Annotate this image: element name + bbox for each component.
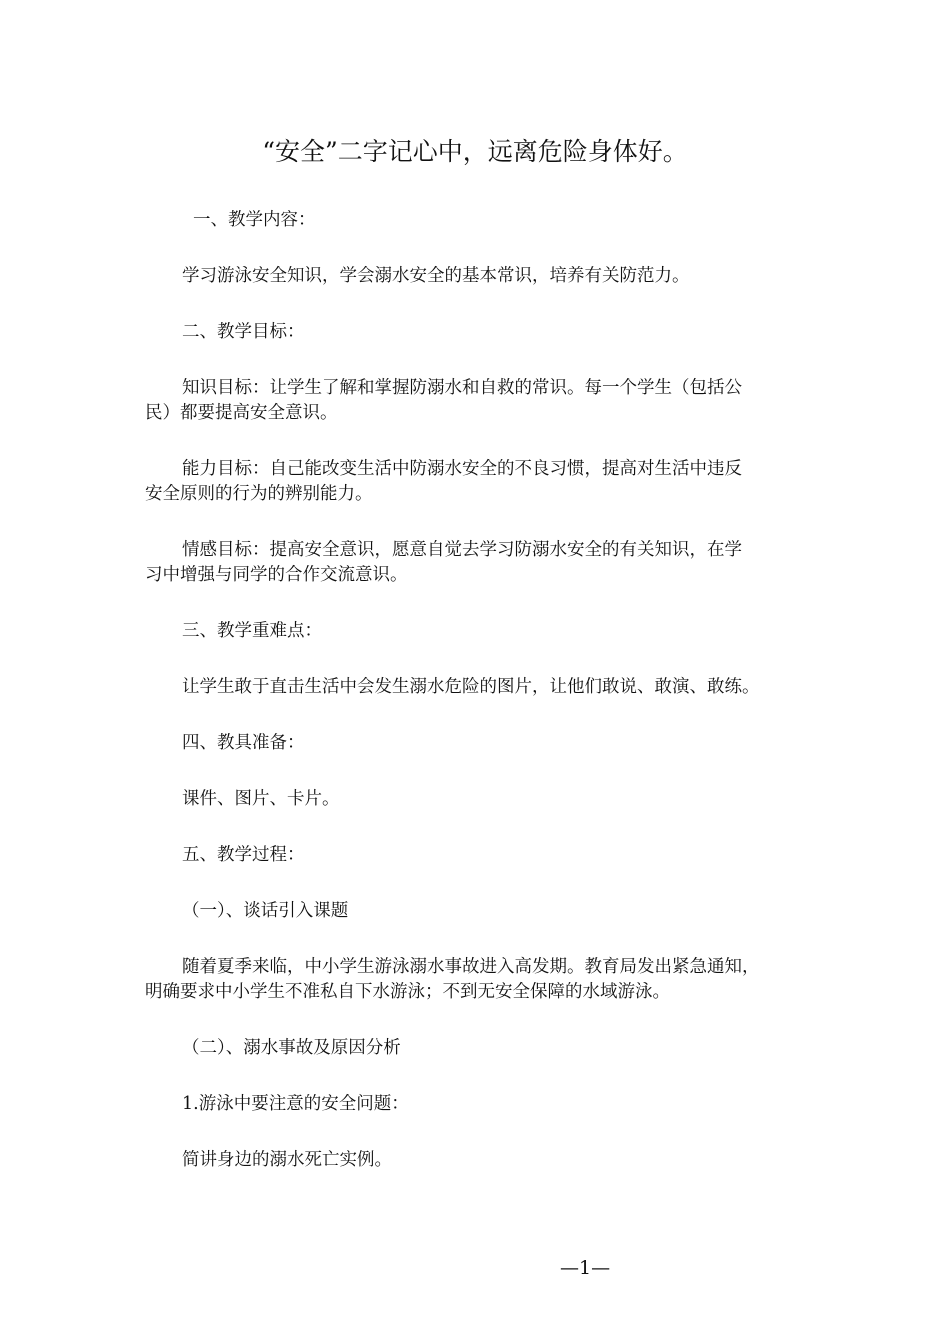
document-title: “安全”二字记心中，远离危险身体好。 (262, 137, 688, 166)
paragraph-knowledge-goal-cont: 民）都要提高安全意识。 (145, 403, 338, 423)
paragraph-intro: 随着夏季来临，中小学生游泳溺水事故进入高发期。教育局发出紧急通知， (182, 957, 760, 977)
paragraph-content: 学习游泳安全知识，学会溺水安全的基本常识，培养有关防范力。 (182, 266, 690, 286)
paragraph-knowledge-goal: 知识目标：让学生了解和掌握防溺水和自救的常识。每一个学生（包括公 (182, 378, 742, 398)
paragraph-materials: 课件、图片、卡片。 (182, 789, 340, 809)
subsection-heading-analysis: （二）、溺水事故及原因分析 (182, 1038, 401, 1058)
paragraph-key-points: 让学生敢于直击生活中会发生溺水危险的图片，让他们敢说、敢演、敢练。 (182, 677, 760, 697)
page-number: —1— (560, 1257, 611, 1279)
section-heading-materials: 四、教具准备： (182, 733, 305, 753)
list-item-safety-issues: 1.游泳中要注意的安全问题： (182, 1094, 409, 1114)
paragraph-ability-goal: 能力目标：自己能改变生活中防溺水安全的不良习惯，提高对生活中违反 (182, 459, 742, 479)
paragraph-emotion-goal: 情感目标：提高安全意识，愿意自觉去学习防溺水安全的有关知识，在学 (182, 540, 742, 560)
section-heading-content: 一、教学内容： (193, 210, 316, 230)
subsection-heading-intro: （一）、谈话引入课题 (182, 901, 349, 921)
paragraph-examples: 简讲身边的溺水死亡实例。 (182, 1150, 392, 1170)
section-heading-process: 五、教学过程： (182, 845, 305, 865)
paragraph-emotion-goal-cont: 习中增强与同学的合作交流意识。 (145, 565, 408, 585)
section-heading-goals: 二、教学目标： (182, 322, 305, 342)
paragraph-ability-goal-cont: 安全原则的行为的辨别能力。 (145, 484, 373, 504)
paragraph-intro-cont: 明确要求中小学生不准私自下水游泳；不到无安全保障的水域游泳。 (145, 982, 670, 1002)
section-heading-key-points: 三、教学重难点： (182, 621, 322, 641)
